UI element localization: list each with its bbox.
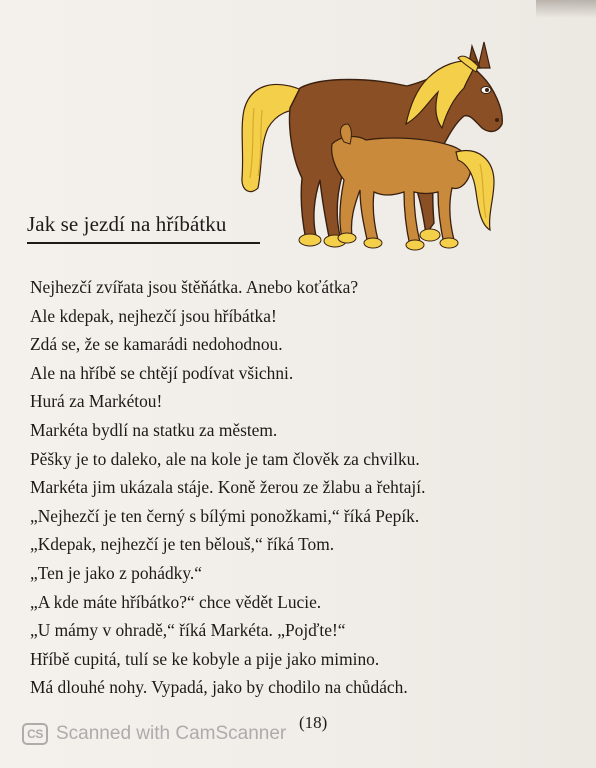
page-number: (18) bbox=[299, 713, 328, 732]
story-line: „Ten je jako z pohádky.“ bbox=[30, 562, 202, 583]
story-text bbox=[30, 273, 425, 702]
story-line: Pěšky je to daleko, ale na kole je tam člověk za chvilku. bbox=[30, 448, 420, 469]
story-line: Zdá se, že se kamarádi nedohodnou. bbox=[30, 334, 283, 355]
scanner-watermark bbox=[22, 721, 286, 747]
story-line: „Nejhezčí je ten černý s bílými ponožkami,“ říká Pepík. bbox=[30, 505, 420, 526]
story-line: Ale na hříbě se chtějí podívat všichni. bbox=[30, 362, 294, 383]
story-line: Hříbě cupitá, tulí se ke kobyle a pije jako mimino. bbox=[30, 648, 380, 669]
title-underline bbox=[27, 242, 260, 244]
horse-illustration bbox=[232, 28, 532, 253]
story-line: „A kde máte hříbátko?“ chce vědět Lucie. bbox=[30, 591, 322, 612]
foal bbox=[332, 124, 494, 250]
page-corner-shadow bbox=[536, 0, 596, 18]
camscanner-logo-icon: CS bbox=[22, 723, 48, 745]
story-line: „Kdepak, nejhezčí je ten bělouš,“ říká Tom. bbox=[30, 534, 335, 555]
story-line: Markéta jim ukázala stáje. Koně žerou ze žlabu a řehtají. bbox=[30, 477, 426, 498]
watermark-text: Scanned with CamScanner bbox=[56, 723, 287, 744]
story-line: Nejhezčí zvířata jsou štěňátka. Anebo koťátka? bbox=[30, 277, 359, 297]
story-line: Markéta bydlí na statku za městem. bbox=[30, 419, 278, 440]
story-line: Má dlouhé nohy. Vypadá, jako by chodilo na chůdách. bbox=[30, 677, 408, 698]
story-line: „U mámy v ohradě,“ říká Markéta. „Pojďte!“ bbox=[30, 620, 346, 641]
story-line: Hurá za Markétou! bbox=[30, 391, 163, 412]
story-title: Jak se jezdí na hříbátku bbox=[27, 212, 227, 236]
story-line: Ale kdepak, nejhezčí jsou hříbátka! bbox=[30, 305, 277, 326]
